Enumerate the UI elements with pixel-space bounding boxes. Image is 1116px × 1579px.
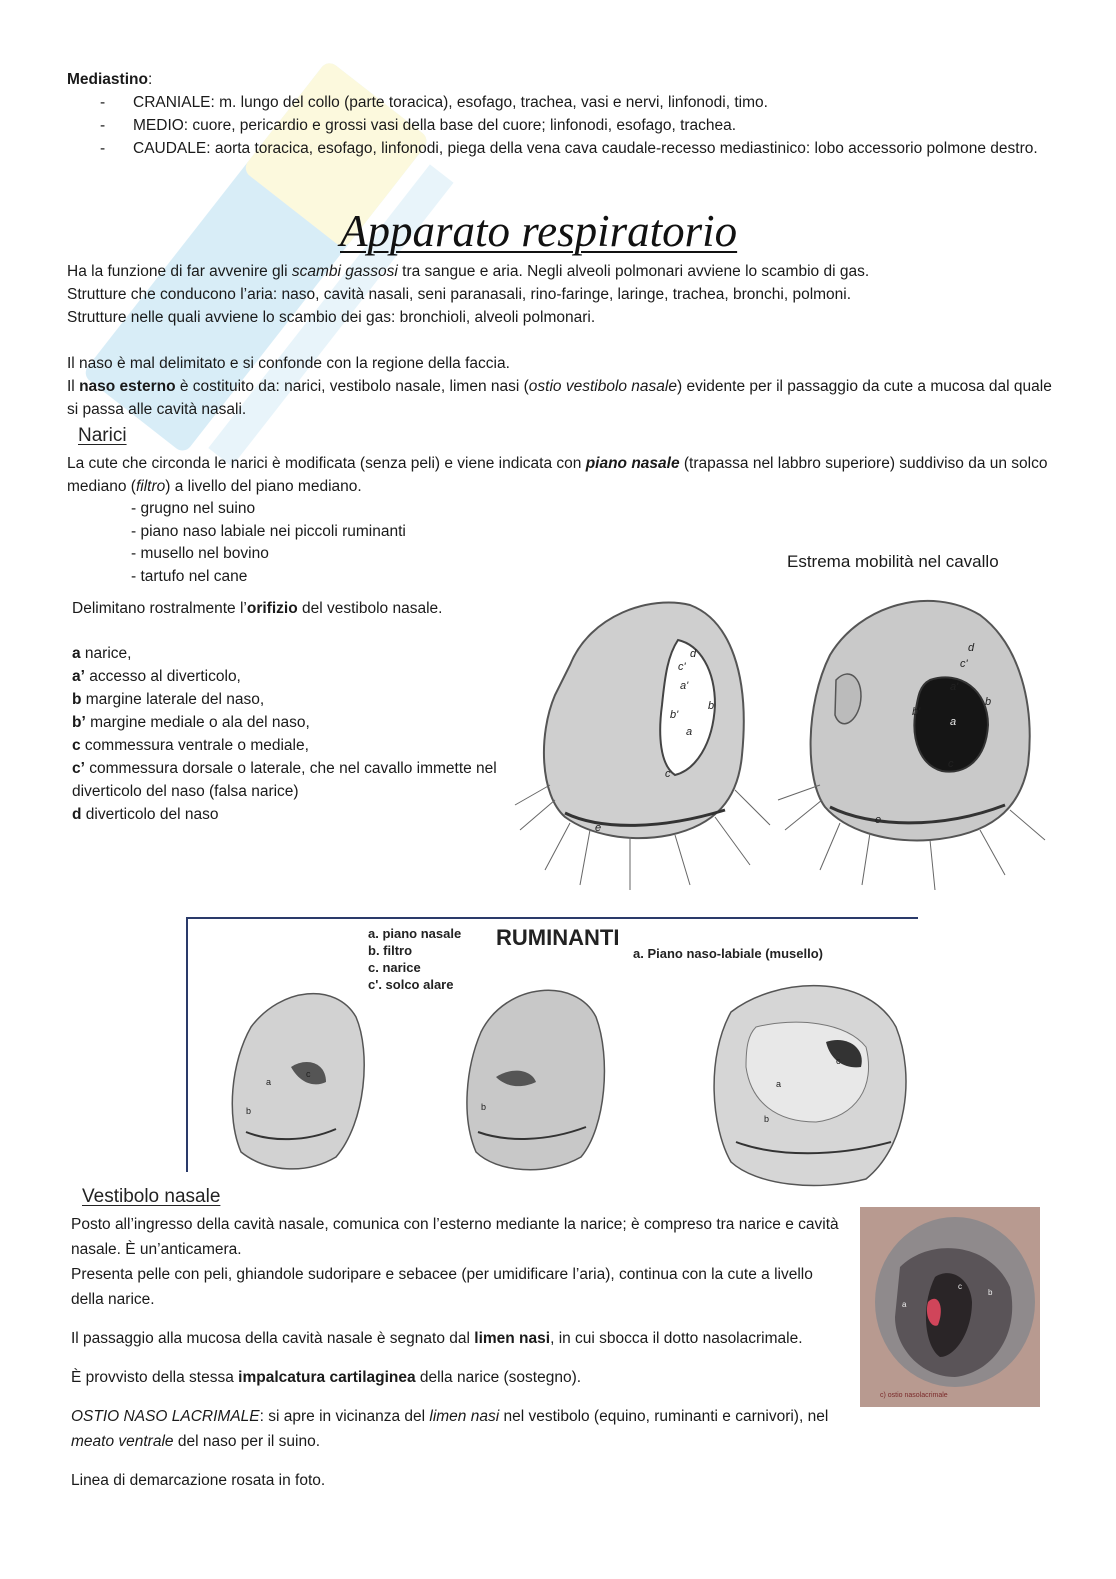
impalcatura-cartilaginea: impalcatura cartilaginea <box>238 1369 416 1386</box>
ruminant-label-b: b <box>764 1114 770 1124</box>
horse-nose-left-drawing <box>515 603 770 891</box>
intro-p1: Ha la funzione di far avvenire gli scambi gassosi tra sangue e aria. Negli alveoli polmonari avviene lo scambio di gas. <box>67 263 870 280</box>
narici-p1: La cute che circonda le narici è modificata (senza peli) e viene indicata con piano nasale (trapassa nel labbro superiore) suddiviso da un solco mediano (filtro) a livello del piano mediano. <box>67 455 1048 495</box>
photo-label-c: c <box>958 1282 962 1291</box>
legend-item: b’ margine mediale o ala del naso, <box>72 714 310 731</box>
list-item: - CAUDALE: aorta toracica, esofago, linfonodi, piega della vena cava caudale-recesso mediastinico: lobo accessorio polmone destro. <box>67 137 1057 160</box>
horse-label-e: e <box>595 822 602 834</box>
list-item: - CRANIALE: m. lungo del collo (parte toracica), esofago, trachea, vasi e nervi, linfonodi, timo. <box>67 91 1057 114</box>
piano-nasale: piano nasale <box>585 455 680 472</box>
sheep-nose-drawing <box>232 994 364 1169</box>
naso-esterno: naso esterno <box>79 378 176 395</box>
intro-p3: Strutture nelle quali avviene lo scambio dei gas: bronchioli, alveoli polmonari. <box>67 309 596 326</box>
horse-nose-right-drawing <box>778 601 1045 890</box>
mediastino-heading-line <box>67 68 1057 91</box>
horse-label-a: a <box>950 716 957 728</box>
species-list <box>131 498 1057 588</box>
ruminant-label-a: a <box>266 1077 272 1087</box>
vestibolo-p1: Posto all’ingresso della cavità nasale, comunica con l’esterno mediante la narice; è compreso tra narice e cavità nasale. È un’anticamera. <box>71 1216 839 1258</box>
ruminant-label-c: c <box>306 1069 311 1079</box>
vestibolo-heading: Vestibolo nasale <box>82 1186 221 1207</box>
list-item: - MEDIO: cuore, pericardio e grossi vasi della base del cuore; linfonodi, esofago, trachea. <box>67 114 1057 137</box>
page-title: Apparato respiratorio <box>340 206 738 256</box>
legend-item: c'. solco alare <box>368 977 454 992</box>
ruminanti-legend-left <box>368 925 461 993</box>
legend-item: b margine laterale del naso, <box>72 691 265 708</box>
mediastino-list <box>67 91 1057 160</box>
ruminanti-legend-right: a. Piano naso-labiale (musello) <box>633 946 823 961</box>
narici-heading: Narici <box>78 425 127 446</box>
ruminanti-title: RUMINANTI <box>496 925 620 950</box>
list-item: - tartufo nel cane <box>131 567 248 585</box>
horse-label-c: c <box>948 758 954 770</box>
ruminant-label-b: b <box>246 1106 252 1116</box>
horse-label-b: b <box>985 696 992 708</box>
horse-label-b-prime: b' <box>912 706 921 718</box>
mediastino-colon: : <box>147 71 153 88</box>
scambi-gassosi: scambi gassosi <box>291 263 398 280</box>
horse-label-c-prime: c' <box>678 661 686 673</box>
legend-item: a’ accesso al diverticolo, <box>72 668 241 685</box>
orifizio: orifizio <box>246 600 298 617</box>
intro-p5: Il naso esterno è costituito da: narici, vestibolo nasale, limen nasi (ostio vestibolo nasale) evidente per il passaggio da cute a mucosa dal quale si passa alle cavità nasali. <box>67 378 1052 418</box>
legend-item: c commessura ventrale o mediale, <box>72 737 309 754</box>
vestibolo-p6: Linea di demarcazione rosata in foto. <box>71 1472 326 1489</box>
horse-label-a-prime: a' <box>680 680 689 692</box>
vestibolo-p5: OSTIO NASO LACRIMALE: si apre in vicinanza del limen nasi nel vestibolo (equino, ruminanti e carnivori), nel meato ventrale del naso per il suino. <box>71 1408 829 1450</box>
legend-item: c’ commessura dorsale o laterale, che nel cavallo immette nel diverticolo del naso (falsa narice) <box>72 760 497 800</box>
list-item: - grugno nel suino <box>131 500 256 517</box>
mediastino-heading: Mediastino <box>67 71 148 88</box>
legend-item: c. narice <box>368 960 421 975</box>
intro-p4: Il naso è mal delimitato e si confonde con la regione della faccia. <box>67 355 510 372</box>
legend-item: a. piano nasale <box>368 926 462 941</box>
horse-label-e: e <box>875 814 882 826</box>
photo-caption: c) ostio nasolacrimale <box>880 1392 948 1399</box>
legend-item: d diverticolo del naso <box>72 806 219 823</box>
vestibolo-section <box>71 1212 841 1493</box>
vestibolo-p3: Il passaggio alla mucosa della cavità nasale è segnato dal limen nasi, in cui sbocca il dotto nasolacrimale. <box>71 1330 803 1347</box>
ruminant-label-a: a <box>776 1079 782 1089</box>
vestibolo-p2: Presenta pelle con peli, ghiandole sudoripare e sebacee (per umidificare l’aria), continua con la cute a livello della narice. <box>71 1266 813 1308</box>
horse-label-b: b <box>708 700 715 712</box>
ruminant-label-b: b <box>481 1102 487 1112</box>
mediastino-section <box>67 68 1057 160</box>
goat-nose-drawing <box>467 990 604 1169</box>
horse-label-a: a <box>686 726 693 738</box>
limen-nasi: limen nasi <box>474 1330 551 1347</box>
legend-item: a narice, <box>72 645 132 662</box>
horse-nose-illustrations <box>510 585 1050 895</box>
horse-legend <box>72 642 512 826</box>
ruminanti-figure <box>186 917 918 1189</box>
nostril-photo <box>860 1207 1040 1407</box>
ruminant-label-c: c <box>836 1056 841 1066</box>
horse-label-b-prime: b' <box>670 709 679 721</box>
cow-muzzle-drawing <box>714 986 906 1186</box>
list-item: - musello nel bovino <box>131 545 269 562</box>
horse-label-d: d <box>968 642 975 654</box>
horse-label-c-prime: c' <box>960 658 968 670</box>
vestibolo-p4: È provvisto della stessa impalcatura cartilaginea della narice (sostegno). <box>71 1369 582 1386</box>
photo-label-b: b <box>988 1288 993 1297</box>
horse-caption: Estrema mobilità nel cavallo <box>787 552 999 571</box>
horse-label-c: c <box>665 768 671 780</box>
orifizio-line: Delimitano rostralmente l’orifizio del vestibolo nasale. <box>72 600 443 617</box>
intro-p2: Strutture che conducono l’aria: naso, cavità nasali, seni paranasali, rino-faringe, laringe, trachea, bronchi, polmoni. <box>67 286 852 303</box>
intro-section <box>67 260 1057 421</box>
horse-label-a-prime: a' <box>950 681 959 693</box>
list-item: - piano naso labiale nei piccoli ruminanti <box>131 522 406 540</box>
photo-label-a: a <box>902 1300 907 1309</box>
horse-label-d: d <box>690 648 697 660</box>
legend-item: b. filtro <box>368 943 413 958</box>
